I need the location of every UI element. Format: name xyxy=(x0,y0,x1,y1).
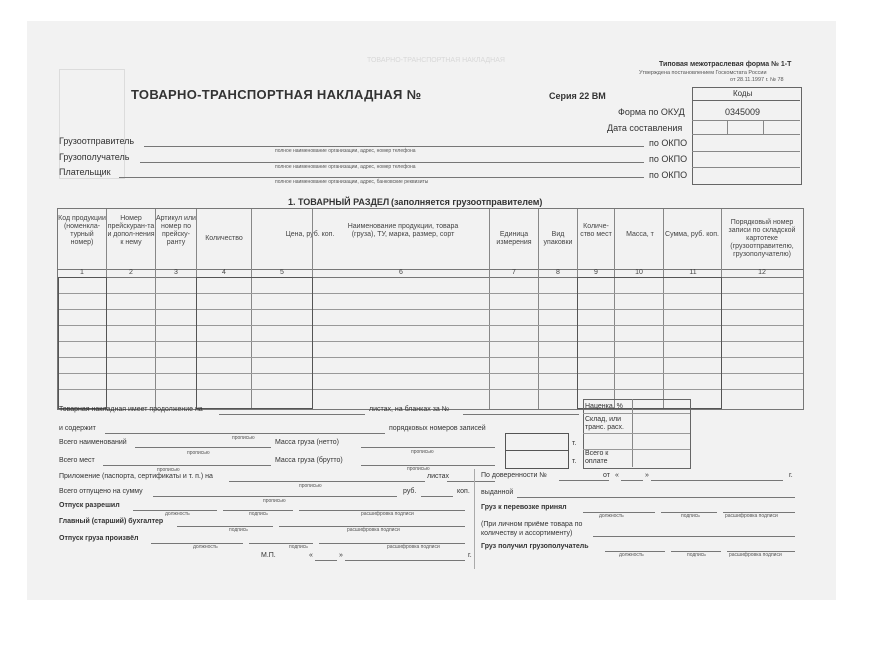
shipper-okpo-label: по ОКПО xyxy=(649,138,688,148)
payer-label: Плательщик xyxy=(59,167,111,177)
attachment-label: Приложение (паспорта, сертификаты и т. п.) на xyxy=(59,473,213,480)
shipper-field[interactable] xyxy=(144,146,644,147)
col-num-10: 10 xyxy=(635,269,643,276)
shipper-hint: полное наименование организации, адрес, номер телефона xyxy=(275,148,416,154)
total-names-label: Всего наименований xyxy=(59,439,127,446)
continuation-field[interactable] xyxy=(219,414,365,415)
from-label: от xyxy=(603,472,610,479)
col-header-11: Сумма, руб. коп. xyxy=(665,231,719,238)
released-sum-field[interactable] xyxy=(153,496,397,497)
col-header-12: Порядковый номер записи по складской картотеке (грузоотправителю, грузополучателю) xyxy=(728,219,796,258)
consignee-okpo-label: по ОКПО xyxy=(649,154,688,164)
decoding-hint-5: расшифровка подписи xyxy=(729,552,782,558)
col-num-4: 4 xyxy=(222,269,226,276)
cargo-received-label: Груз получил грузополучатель xyxy=(481,543,589,550)
sheets-forms-label: листах, на бланках за № xyxy=(369,406,450,413)
stamp-area xyxy=(59,69,125,179)
block-col1[interactable] xyxy=(58,277,107,409)
signature-hint-2: подпись xyxy=(229,527,248,533)
document-title: ТОВАРНО-ТРАНСПОРТНАЯ НАКЛАДНАЯ № xyxy=(131,87,422,102)
poa-quote-close: » xyxy=(645,472,649,479)
sign-month-field[interactable] xyxy=(345,560,465,561)
block-col9-11[interactable] xyxy=(577,277,722,409)
codes-label: Коды xyxy=(733,89,753,98)
col-header-9: Количе-ство мест xyxy=(580,223,612,238)
chief-accountant-label: Главный (старший) бухгалтер xyxy=(59,518,164,525)
released-by-label: Отпуск груза произвёл xyxy=(59,535,139,542)
serial-records-label: порядковых номеров записей xyxy=(389,425,486,432)
continuation-label: Товарная накладная имеет продолжение на xyxy=(59,406,203,413)
power-of-attorney-field[interactable] xyxy=(559,480,609,481)
attachment-field[interactable] xyxy=(229,481,425,482)
position-hint-1: должность xyxy=(165,511,190,517)
in-words-hint-3: прописью xyxy=(411,449,434,455)
consignee-hint: полное наименование организации, адрес, номер телефона xyxy=(275,164,416,170)
bleed-through-text: ТОВАРНО-ТРАНСПОРТНАЯ НАКЛАДНАЯ xyxy=(367,57,505,64)
in-words-hint-7: прописью xyxy=(299,483,322,489)
col-num-8: 8 xyxy=(556,269,560,276)
total-names-field[interactable] xyxy=(135,447,271,448)
col-num-5: 5 xyxy=(280,269,284,276)
in-words-hint-4: прописью xyxy=(157,467,180,473)
mass-box[interactable] xyxy=(505,433,569,469)
col-header-3: Артикул или номер по прейску-ранту xyxy=(156,215,196,246)
payer-okpo-label: по ОКПО xyxy=(649,170,688,180)
date-label: Дата составления xyxy=(607,123,683,133)
date-quote-open: « xyxy=(309,552,313,559)
total-payment-label: Всего к оплате xyxy=(585,450,609,465)
cargo-gross-label: Масса груза (брутто) xyxy=(275,457,343,464)
decoding-hint-3: расшифровка подписи xyxy=(387,544,440,550)
section-title: 1. ТОВАРНЫЙ РАЗДЕЛ xyxy=(288,197,390,207)
personal-acceptance-field[interactable] xyxy=(593,536,795,537)
net-t-unit: т. xyxy=(572,440,577,447)
block-col4-5[interactable] xyxy=(196,277,313,409)
col-num-6: 6 xyxy=(399,269,403,276)
okud-label: Форма по ОКУД xyxy=(618,107,685,117)
col-num-7: 7 xyxy=(512,269,516,276)
markup-label: Наценка, % xyxy=(585,403,623,410)
payer-hint: полное наименование организации, адрес, банковские реквизиты xyxy=(275,179,429,185)
sign-day-field[interactable] xyxy=(315,560,337,561)
kop-field[interactable] xyxy=(421,496,453,497)
poa-day-field[interactable] xyxy=(621,480,643,481)
poa-quote-open: « xyxy=(615,472,619,479)
cargo-net-field[interactable] xyxy=(361,447,495,448)
decoding-hint-4: расшифровка подписи xyxy=(725,513,778,519)
col-num-2: 2 xyxy=(129,269,133,276)
decoding-hint-1: расшифровка подписи xyxy=(361,511,414,517)
cargo-accepted-label: Груз к перевозке принял xyxy=(481,504,567,511)
approved-date: от 28.11.1997 г. № 78 xyxy=(730,77,784,83)
sign-year-suffix: г. xyxy=(468,552,472,559)
consignee-label: Грузополучатель xyxy=(59,152,130,162)
personal-acceptance-note: (При личном приёме товара по количеству и ассортименту) xyxy=(481,521,583,537)
cargo-net-label: Масса груза (нетто) xyxy=(275,439,339,446)
stamp-label: М.П. xyxy=(261,552,276,559)
rub-label: руб. xyxy=(403,488,417,495)
col-num-12: 12 xyxy=(758,269,766,276)
col-header-2: Номер прейскуран-та и допол-нения к нему xyxy=(107,215,155,246)
signature-hint-5: подпись xyxy=(687,552,706,558)
in-words-hint-1: прописью xyxy=(232,435,255,441)
in-words-hint-2: прописью xyxy=(187,450,210,456)
consignee-field[interactable] xyxy=(140,162,644,163)
section-subtitle: (заполняется грузоотправителем) xyxy=(391,197,543,207)
contains-label: и содержит xyxy=(59,425,96,432)
date-quote-close: » xyxy=(339,552,343,559)
form-type: Типовая межотраслевая форма № 1-Т xyxy=(659,61,792,68)
shipper-label: Грузоотправитель xyxy=(59,136,135,146)
col-header-6: Наименование продукции, товара (груза), ТУ, марка, размер, сорт xyxy=(347,223,459,238)
forms-field[interactable] xyxy=(463,414,579,415)
contains-field[interactable] xyxy=(105,433,385,434)
poa-year-suffix: г. xyxy=(789,472,793,479)
okud-value[interactable]: 0345009 xyxy=(725,107,761,117)
col-num-11: 11 xyxy=(689,269,697,276)
payer-field[interactable] xyxy=(119,177,644,178)
col-num-3: 3 xyxy=(174,269,178,276)
series: Серия 22 ВМ xyxy=(549,91,606,101)
position-hint-2: должность xyxy=(193,544,218,550)
warehouse-label: Склад, или транс. расх. xyxy=(585,416,624,431)
release-allowed-label: Отпуск разрешил xyxy=(59,502,120,509)
col-header-8: Вид упаковки xyxy=(543,231,573,246)
signature-hint-1: подпись xyxy=(249,511,268,517)
decoding-hint-2: расшифровка подписи xyxy=(347,527,400,533)
total-places-label: Всего мест xyxy=(59,457,95,464)
col-header-4: Количество xyxy=(205,235,243,242)
signature-hint-4: подпись xyxy=(681,513,700,519)
codes-box xyxy=(692,87,802,185)
col-header-5: Цена, руб. коп. xyxy=(285,231,335,238)
footer-divider xyxy=(474,469,475,569)
in-words-hint-5: прописью xyxy=(407,466,430,472)
position-hint-4: должность xyxy=(619,552,644,558)
attachment-sheets-field[interactable] xyxy=(447,481,495,482)
signature-hint-3: подпись xyxy=(289,544,308,550)
sheets-label: листах xyxy=(427,473,450,480)
approved-by: Утверждена постановлением Госкомстата России xyxy=(639,70,767,76)
col-header-10: Масса, т xyxy=(626,231,654,238)
total-places-field[interactable] xyxy=(103,465,271,466)
gross-t-unit: т. xyxy=(572,458,577,465)
kop-label: коп. xyxy=(457,488,470,495)
col-header-7: Единица измерения xyxy=(496,231,532,246)
in-words-hint-8: прописью xyxy=(263,498,286,504)
poa-month-field[interactable] xyxy=(651,480,783,481)
issued-label: выданной xyxy=(481,489,514,496)
chief-accountant-signature-field[interactable] xyxy=(177,526,273,527)
waybill-form xyxy=(27,21,836,600)
col-header-1: Код продукции (номенкла-турный номер) xyxy=(58,215,106,246)
col-num-9: 9 xyxy=(594,269,598,276)
goods-table xyxy=(57,208,804,410)
position-hint-3: должность xyxy=(599,513,624,519)
released-sum-label: Всего отпущено на сумму xyxy=(59,488,143,495)
issued-field[interactable] xyxy=(517,497,795,498)
col-num-1: 1 xyxy=(80,269,84,276)
power-of-attorney-label: По доверенности № xyxy=(481,472,547,479)
